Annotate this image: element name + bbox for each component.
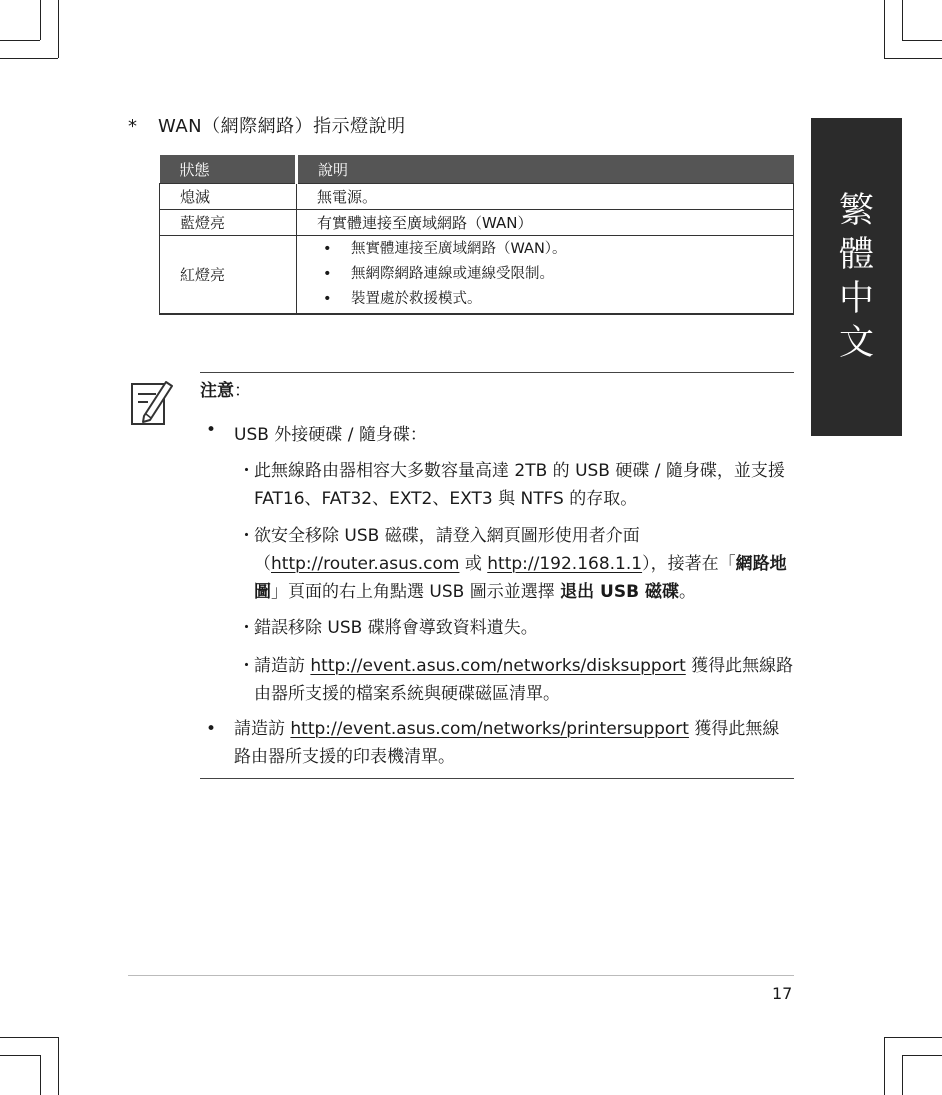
disksupport-link[interactable]: http://event.asus.com/networks/disksupport	[310, 656, 686, 676]
bullet-mark: •	[323, 241, 332, 257]
sub-item-text	[238, 652, 798, 708]
crop-mark	[0, 1055, 40, 1056]
printer-bullet	[206, 715, 794, 771]
eject-usb-label: 退出 USB 磁碟	[560, 582, 679, 602]
header-description: 說明	[297, 155, 794, 184]
crop-mark	[58, 1037, 59, 1095]
header-state: 狀態	[160, 155, 297, 184]
crop-mark	[884, 58, 942, 59]
description-list	[317, 237, 793, 312]
note-top-rule	[200, 372, 794, 373]
list-item	[317, 287, 793, 312]
usb-sub-item	[238, 652, 798, 708]
text-run: ），接著在「	[642, 554, 736, 574]
usb-sub-item	[238, 522, 798, 606]
wan-status-table	[159, 155, 794, 315]
sub-bullet-mark: ・	[238, 618, 255, 638]
text-run: 或	[459, 554, 488, 574]
bullet-mark: •	[323, 291, 332, 307]
crop-mark	[884, 0, 885, 58]
sub-bullet-mark: ・	[238, 656, 255, 676]
text-run: 請造訪	[234, 719, 291, 739]
usb-sub-item	[238, 614, 798, 642]
router-asus-link[interactable]: http://router.asus.com	[271, 554, 460, 574]
page-number: 17	[772, 984, 793, 1003]
crop-mark	[902, 1055, 942, 1056]
network-map-label: 網路地圖	[254, 554, 787, 602]
crop-mark	[884, 1037, 942, 1038]
text-run: 獲得此無線路由器所支援的檔案系統與硬碟磁區清單。	[254, 656, 794, 704]
note-heading-colon: ：	[234, 381, 251, 401]
crop-mark	[0, 40, 40, 41]
sub-item-text	[238, 522, 798, 606]
router-ip-link[interactable]: http://192.168.1.1	[487, 554, 643, 574]
usb-bullet	[206, 420, 427, 445]
text-run: 欲安全移除 USB 磁碟，請登入網頁圖形使用者介面（	[254, 526, 640, 574]
bullet-mark: •	[323, 266, 332, 282]
asterisk-marker: *	[128, 116, 138, 137]
bullet-mark: •	[206, 719, 217, 739]
note-heading	[200, 376, 251, 401]
sub-bullet-mark: ・	[238, 461, 255, 481]
text-run: 獲得此無線路由器所支援的印表機清單。	[234, 719, 780, 767]
side-tab-char: 中	[838, 279, 874, 319]
crop-mark	[902, 1055, 903, 1095]
table-row	[160, 184, 794, 210]
note-heading-text: 注意	[200, 381, 234, 401]
text-run: 請造訪	[254, 656, 311, 676]
bullet-mark: •	[206, 420, 217, 440]
side-tab-char: 體	[838, 235, 874, 275]
crop-mark	[902, 40, 942, 41]
sub-item-text: 此無線路由器相容大多數容量高達 2TB 的 USB 硬碟 / 隨身碟，並支援 FAT16、FAT32、EXT2、EXT3 與 NTFS 的存取。	[254, 461, 785, 509]
language-side-tab	[811, 118, 902, 436]
description-cell: 有實體連接至廣域網路（WAN）	[297, 210, 794, 236]
usb-sub-item	[238, 457, 798, 513]
list-item-text: 裝置處於救援模式。	[351, 291, 482, 307]
usb-bullet-text: USB 外接硬碟 / 隨身碟：	[234, 425, 427, 445]
note-pencil-icon	[130, 376, 174, 426]
list-item-text: 無網際網路連線或連線受限制。	[351, 266, 554, 282]
footer-rule	[128, 975, 794, 976]
crop-mark	[58, 0, 59, 58]
side-tab-char: 繁	[838, 191, 874, 231]
state-cell: 藍燈亮	[160, 210, 297, 236]
description-cell	[297, 236, 794, 315]
crop-mark	[0, 58, 58, 59]
crop-mark	[884, 1037, 885, 1095]
crop-mark	[40, 0, 41, 40]
printer-bullet-text	[234, 715, 794, 771]
note-bottom-rule	[200, 778, 794, 779]
crop-mark	[40, 1055, 41, 1095]
wan-section-title	[128, 112, 406, 138]
table-header-row	[160, 155, 794, 184]
table-row	[160, 236, 794, 315]
sub-item-text: 錯誤移除 USB 碟將會導致資料遺失。	[254, 618, 538, 638]
wan-title-text: WAN（網際網路）指示燈說明	[158, 116, 406, 137]
table-row	[160, 210, 794, 236]
list-item	[317, 262, 793, 287]
state-cell: 紅燈亮	[160, 236, 297, 315]
list-item-text: 無實體連接至廣域網路（WAN）。	[351, 241, 567, 257]
list-item	[317, 237, 793, 262]
state-cell: 熄滅	[160, 184, 297, 210]
printersupport-link[interactable]: http://event.asus.com/networks/printersupport	[290, 719, 689, 739]
text-run: 。	[678, 582, 696, 602]
crop-mark	[902, 0, 903, 40]
text-run: 」頁面的右上角點選 USB 圖示並選擇	[271, 582, 561, 602]
description-cell: 無電源。	[297, 184, 794, 210]
crop-mark	[0, 1037, 58, 1038]
sub-bullet-mark: ・	[238, 526, 255, 546]
side-tab-char: 文	[838, 323, 874, 363]
